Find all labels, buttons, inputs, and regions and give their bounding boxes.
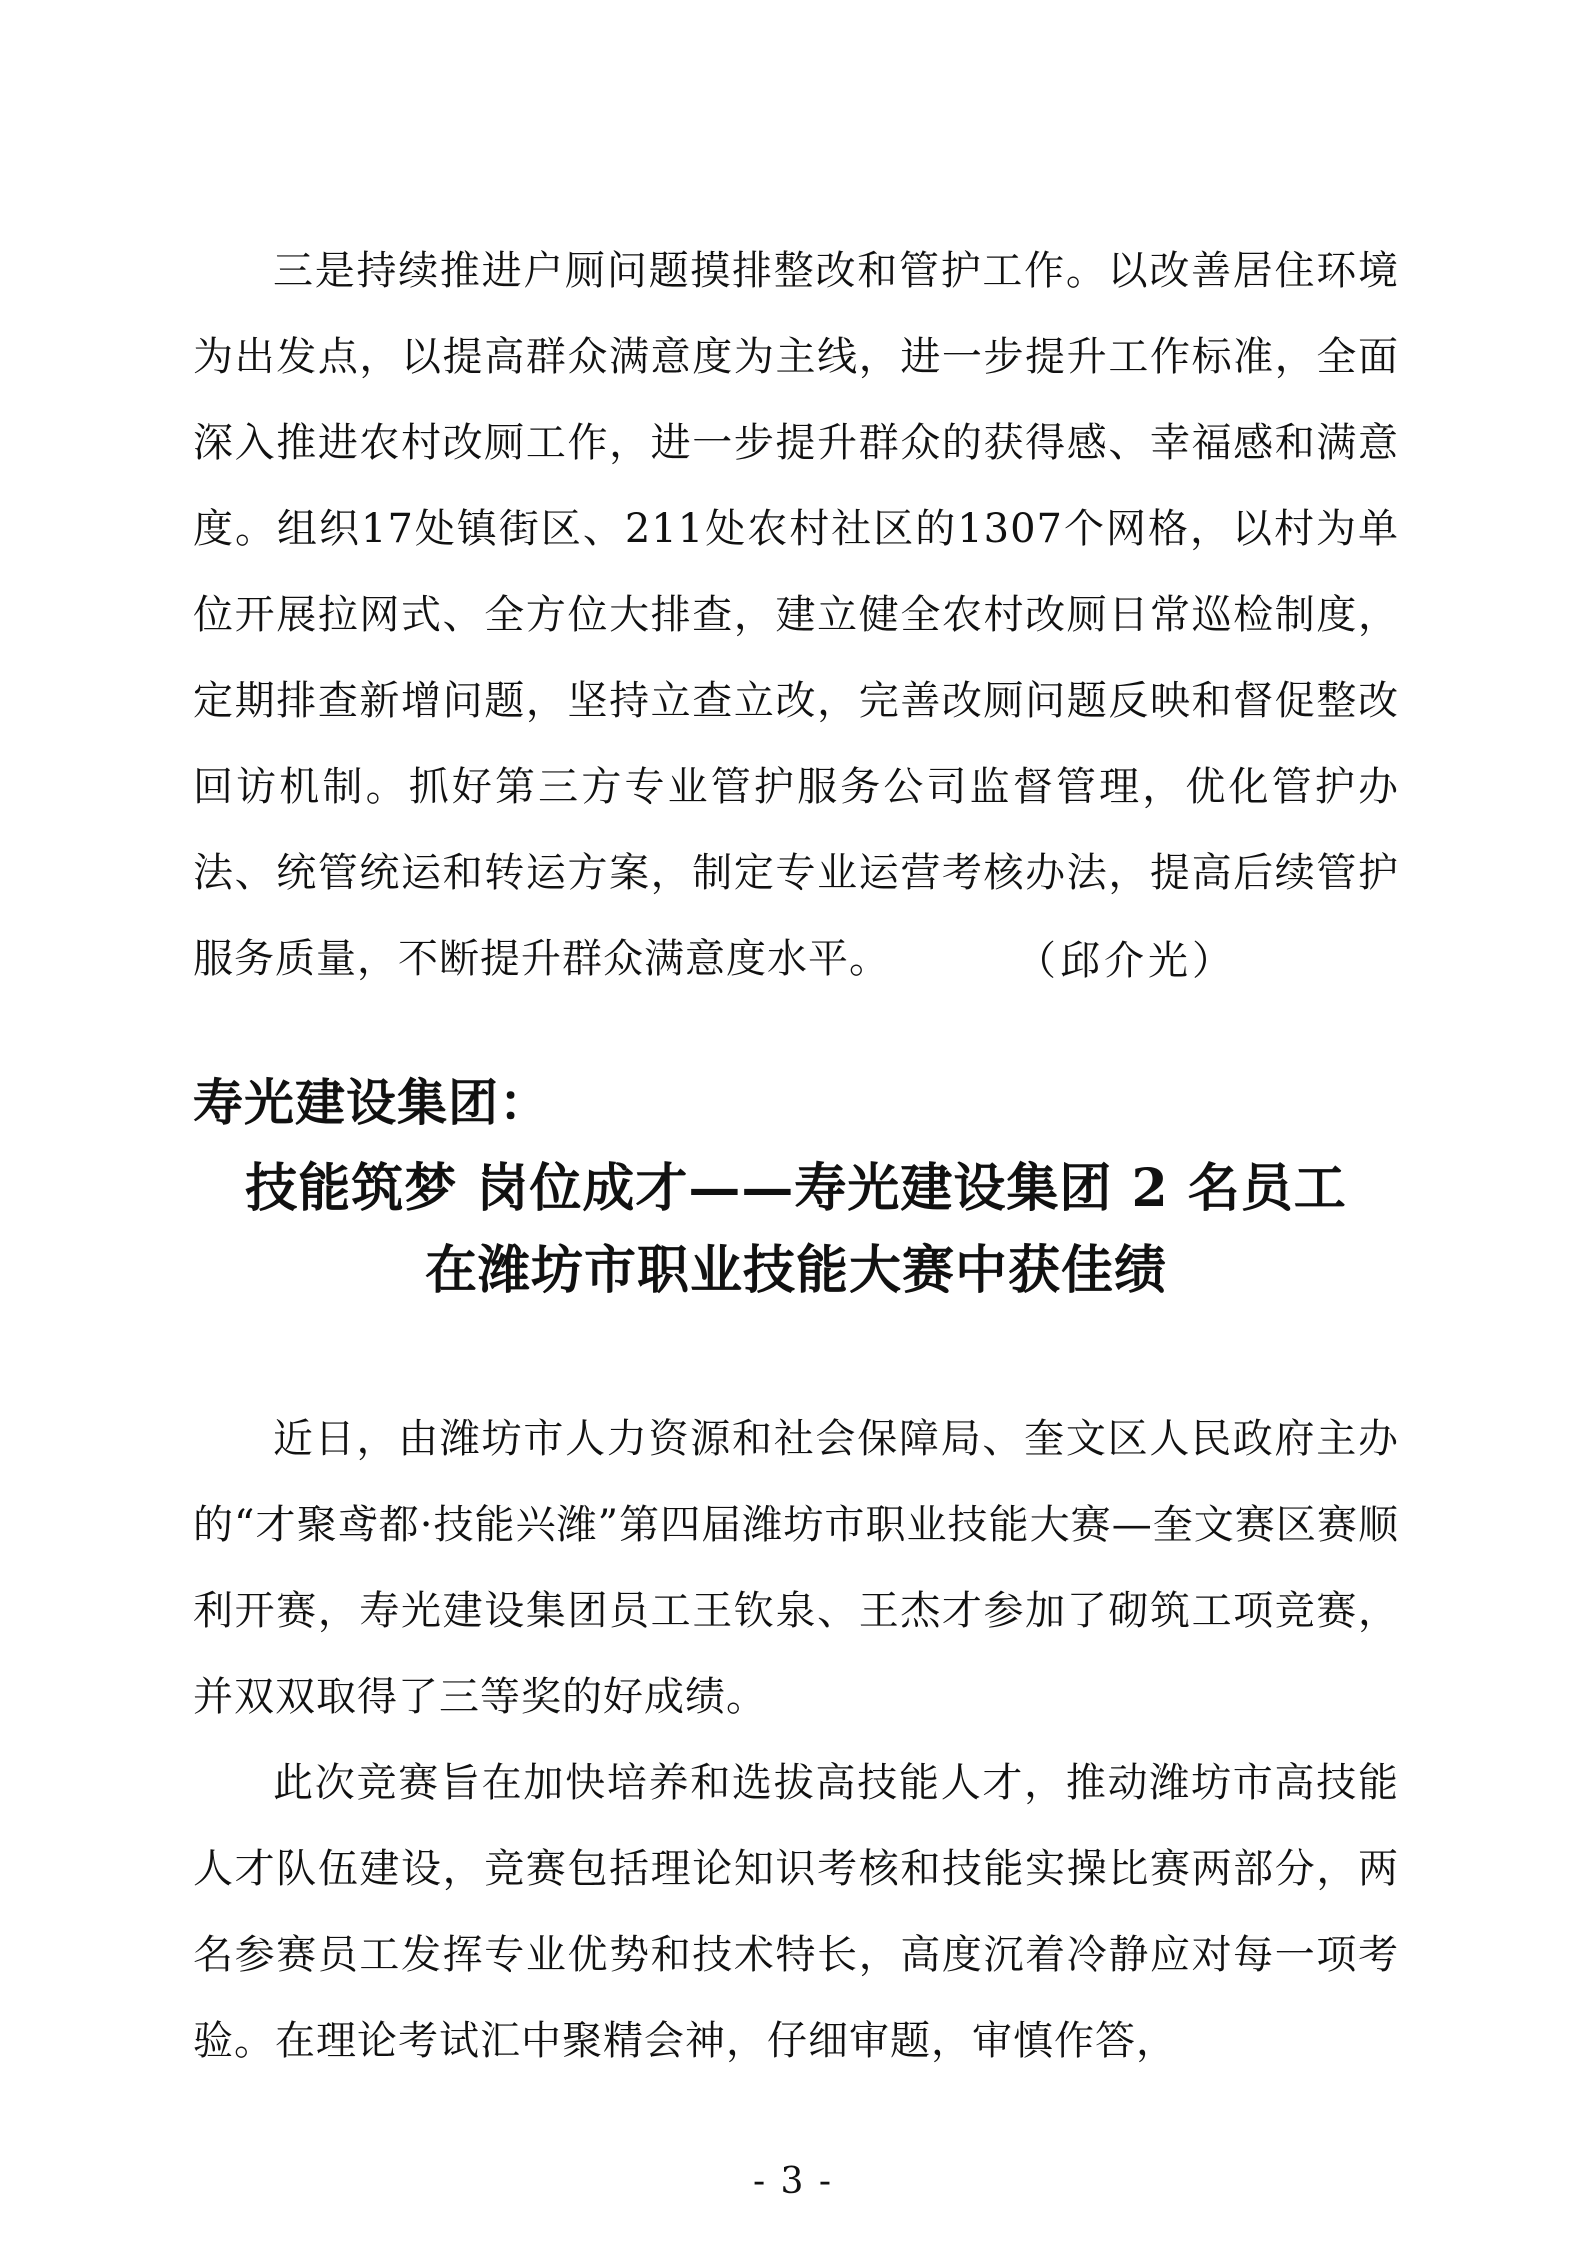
paragraph-competition-details: 此次竞赛旨在加快培养和选拔高技能人才，推动潍坊市高技能人才队伍建设，竞赛包括理论知识考核和技能实操比赛两部分，两名参赛员工发挥专业优势和技术特长，高度沉着冷静应对每一项考验。在理论考试汇中聚精会神，仔细审题，审慎作答，: [193, 1760, 1399, 2064]
article-title-line-2: 在潍坊市职业技能大赛中获佳绩: [424, 1240, 1167, 1301]
article-title-line-1: 技能筑梦 岗位成才——寿光建设集团 2 名员工: [245, 1158, 1347, 1219]
section-org-heading: 寿光建设集团：: [193, 1073, 550, 1132]
paragraph-competition-intro: 近日，由潍坊市人力资源和社会保障局、奎文区人民政府主办的“才聚鸢都·技能兴潍”第四届潍坊市职业技能大赛—奎文赛区赛顺利开赛，寿光建设集团员工王钦泉、王杰才参加了砌筑工项竞赛，并双双取得了三等奖的好成绩。: [193, 1416, 1399, 1720]
page-number: - 3 -: [752, 2161, 834, 2202]
author-signature: （邱介光）: [1016, 938, 1236, 984]
paragraph-toilet-management: 三是持续推进户厕问题摸排整改和管护工作。以改善居住环境为出发点，以提高群众满意度为主线，进一步提升工作标准，全面深入推进农村改厕工作，进一步提升群众的获得感、幸福感和满意度。组织17处镇街区、211处农村社区的1307个网格，以村为单位开展拉网式、全方位大排查，建立健全农村改厕日常巡检制度，定期排查新增问题，坚持立查立改，完善改厕问题反映和督促整改回访机制。抓好第三方专业管护服务公司监督管理，优化管护办法、统管统运和转运方案，制定专业运营考核办法，提高后续管护服务质量，不断提升群众满意度水平。: [193, 248, 1399, 982]
